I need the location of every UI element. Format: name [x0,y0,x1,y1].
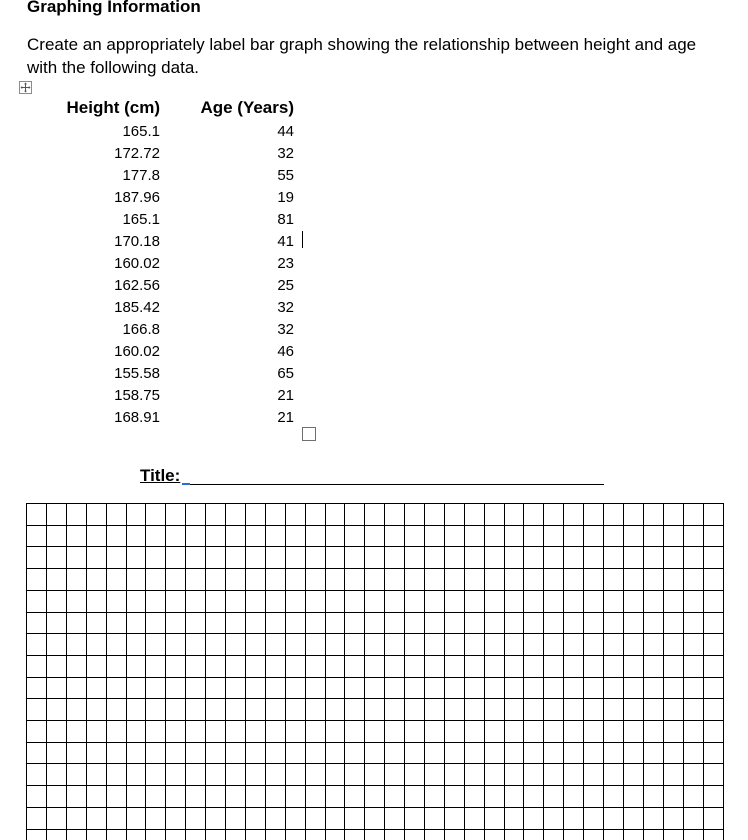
data-table [52,95,294,429]
height-cell: 160.02 [114,255,160,272]
checkbox-icon[interactable] [302,427,316,441]
age-column-header: Age (Years) [200,98,294,117]
height-cell: 165.1 [122,123,160,140]
graph-paper-grid[interactable] [26,503,726,840]
height-cell: 185.42 [114,299,160,316]
table-row [52,341,294,363]
graph-title-blank-line[interactable] [190,484,604,485]
height-cell: 170.18 [114,233,160,250]
height-column-header: Height (cm) [66,98,160,117]
table-row [52,363,294,385]
age-cell: 19 [277,189,294,206]
table-row [52,385,294,407]
text-cursor [302,231,303,248]
age-cell: 55 [277,167,294,184]
age-cell: 21 [277,409,294,426]
table-row [52,275,294,297]
table-row [52,407,294,429]
table-row [52,143,294,165]
height-cell: 162.56 [114,277,160,294]
age-cell: 32 [277,145,294,162]
age-cell: 41 [277,233,294,250]
age-cell: 32 [277,299,294,316]
graph-title-label: Title: [140,466,181,485]
age-cell: 25 [277,277,294,294]
table-row [52,231,294,253]
age-cell: 46 [277,343,294,360]
table-header-row [52,95,294,121]
table-row [52,165,294,187]
move-handle-icon[interactable] [19,81,32,94]
height-cell: 155.58 [114,365,160,382]
title-underline-mark [182,483,190,485]
height-cell: 187.96 [114,189,160,206]
height-cell: 165.1 [122,211,160,228]
height-cell: 158.75 [114,387,160,404]
age-cell: 32 [277,321,294,338]
instructions-text[interactable]: Create an appropriately label bar graph showing the relationship between height and age with the following data. [27,35,697,77]
age-cell: 21 [277,387,294,404]
age-cell: 65 [277,365,294,382]
table-row [52,121,294,143]
table-body [52,121,294,429]
table-row [52,253,294,275]
height-cell: 177.8 [122,167,160,184]
height-cell: 172.72 [114,145,160,162]
height-cell: 168.91 [114,409,160,426]
table-row [52,187,294,209]
age-cell: 81 [277,211,294,228]
section-heading: Graphing Information [27,0,201,16]
height-cell: 166.8 [122,321,160,338]
table-row [52,297,294,319]
table-row [52,209,294,231]
age-cell: 44 [277,123,294,140]
age-cell: 23 [277,255,294,272]
height-cell: 160.02 [114,343,160,360]
table-row [52,319,294,341]
